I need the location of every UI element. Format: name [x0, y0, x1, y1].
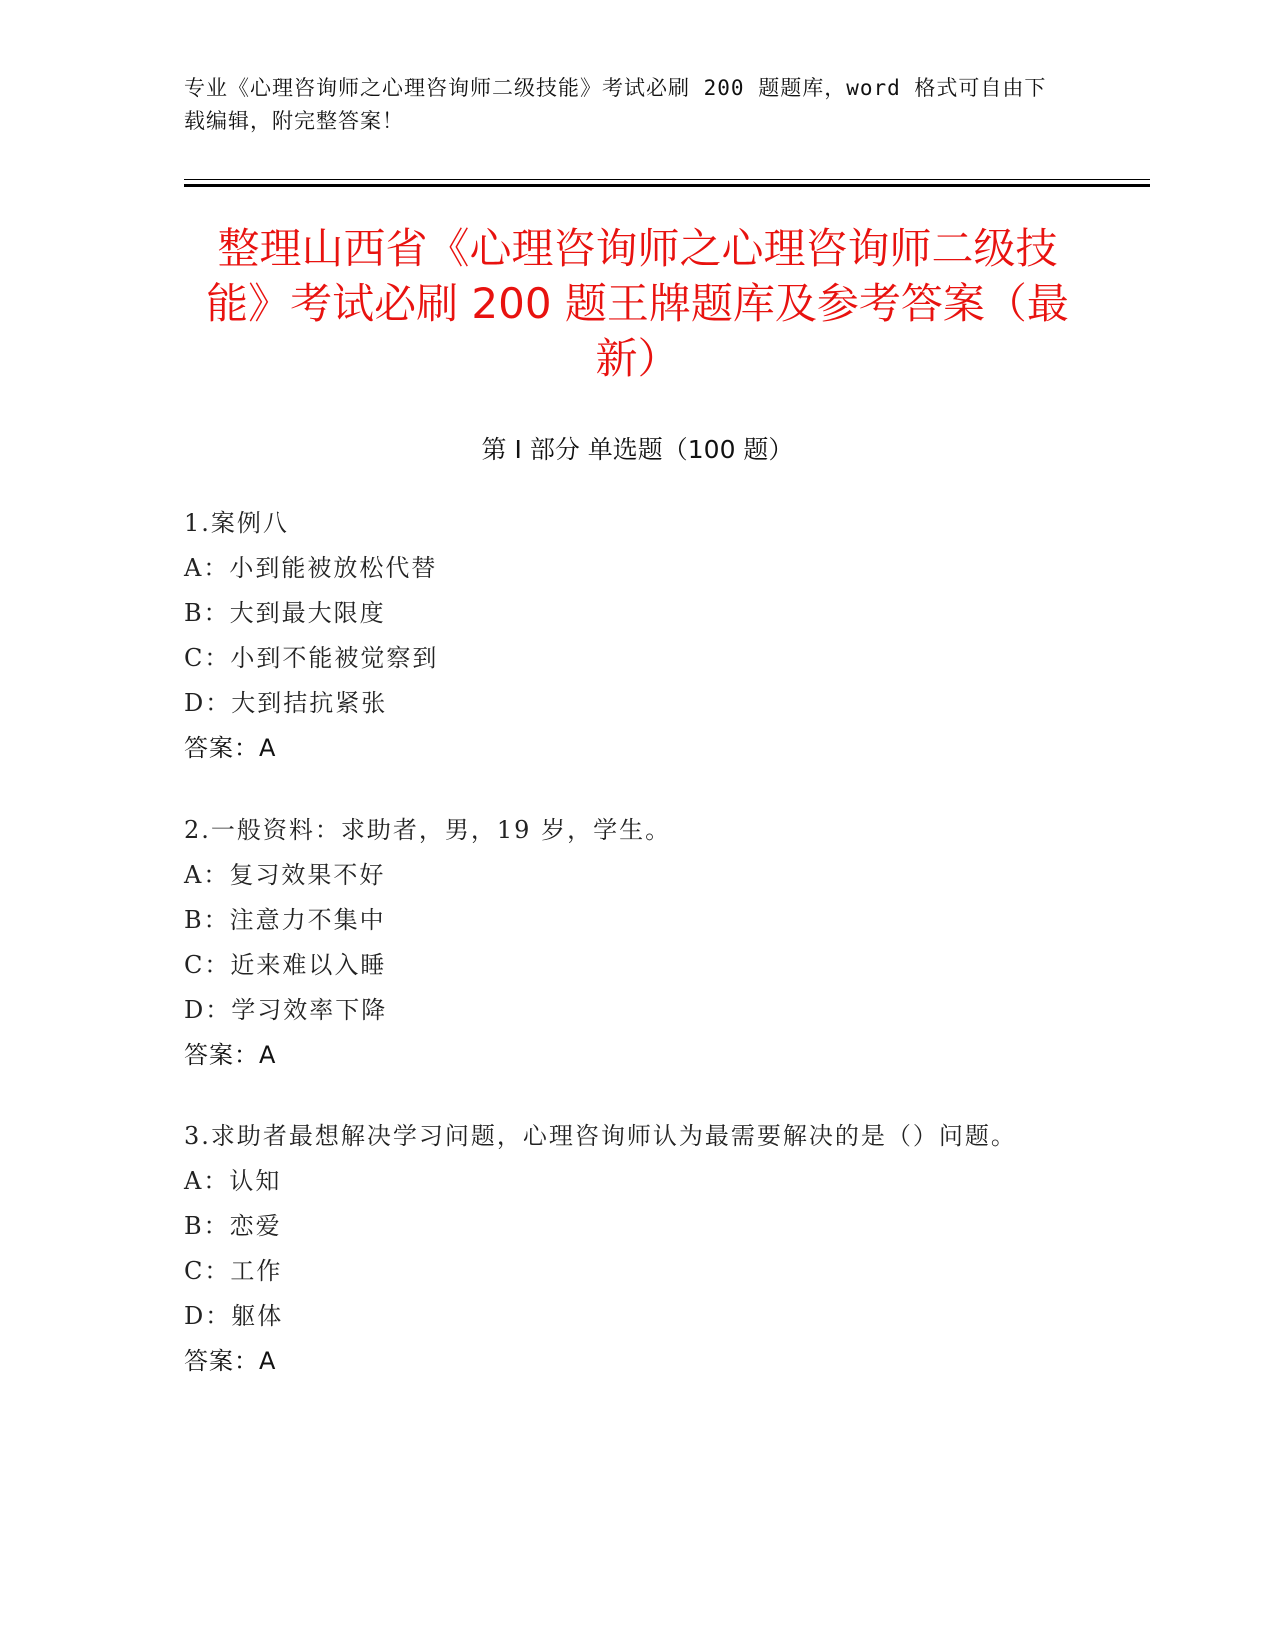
option-d: D：大到拮抗紧张 — [184, 689, 388, 717]
section-heading: 第 I 部分 单选题（100 题） — [481, 435, 794, 464]
option-b: B：大到最大限度 — [184, 599, 386, 627]
option-b: B：恋爱 — [184, 1212, 282, 1240]
header-divider-thin — [184, 179, 1150, 180]
answer: 答案：A — [184, 1347, 277, 1375]
option-c: C：工作 — [184, 1257, 283, 1285]
option-d: D：学习效率下降 — [184, 996, 388, 1024]
option-a: A：小到能被放松代替 — [184, 554, 438, 582]
question-stem: 1.案例八 — [184, 509, 289, 537]
question-1 — [184, 501, 1064, 771]
option-a: A：认知 — [184, 1167, 282, 1195]
answer: 答案：A — [184, 734, 277, 762]
header-note: 专业《心理咨询师之心理咨询师二级技能》考试必刷 200 题题库，word 格式可自由下载编辑，附完整答案！ — [184, 76, 1047, 133]
option-c: C：近来难以入睡 — [184, 951, 387, 979]
option-d: D：躯体 — [184, 1302, 284, 1330]
question-stem: 3.求助者最想解决学习问题，心理咨询师认为最需要解决的是（）问题。 — [184, 1122, 1017, 1150]
option-a: A：复习效果不好 — [184, 861, 386, 889]
question-3 — [184, 1114, 1064, 1384]
header-divider-thick — [184, 184, 1150, 187]
option-b: B：注意力不集中 — [184, 906, 386, 934]
answer: 答案：A — [184, 1041, 277, 1069]
document-title: 整理山西省《心理咨询师之心理咨询师二级技能》考试必刷 200 题王牌题库及参考答案（最新） — [206, 224, 1069, 383]
option-c: C：小到不能被觉察到 — [184, 644, 439, 672]
question-2 — [184, 808, 1064, 1078]
question-stem: 2.一般资料：求助者，男，19 岁，学生。 — [184, 816, 672, 844]
